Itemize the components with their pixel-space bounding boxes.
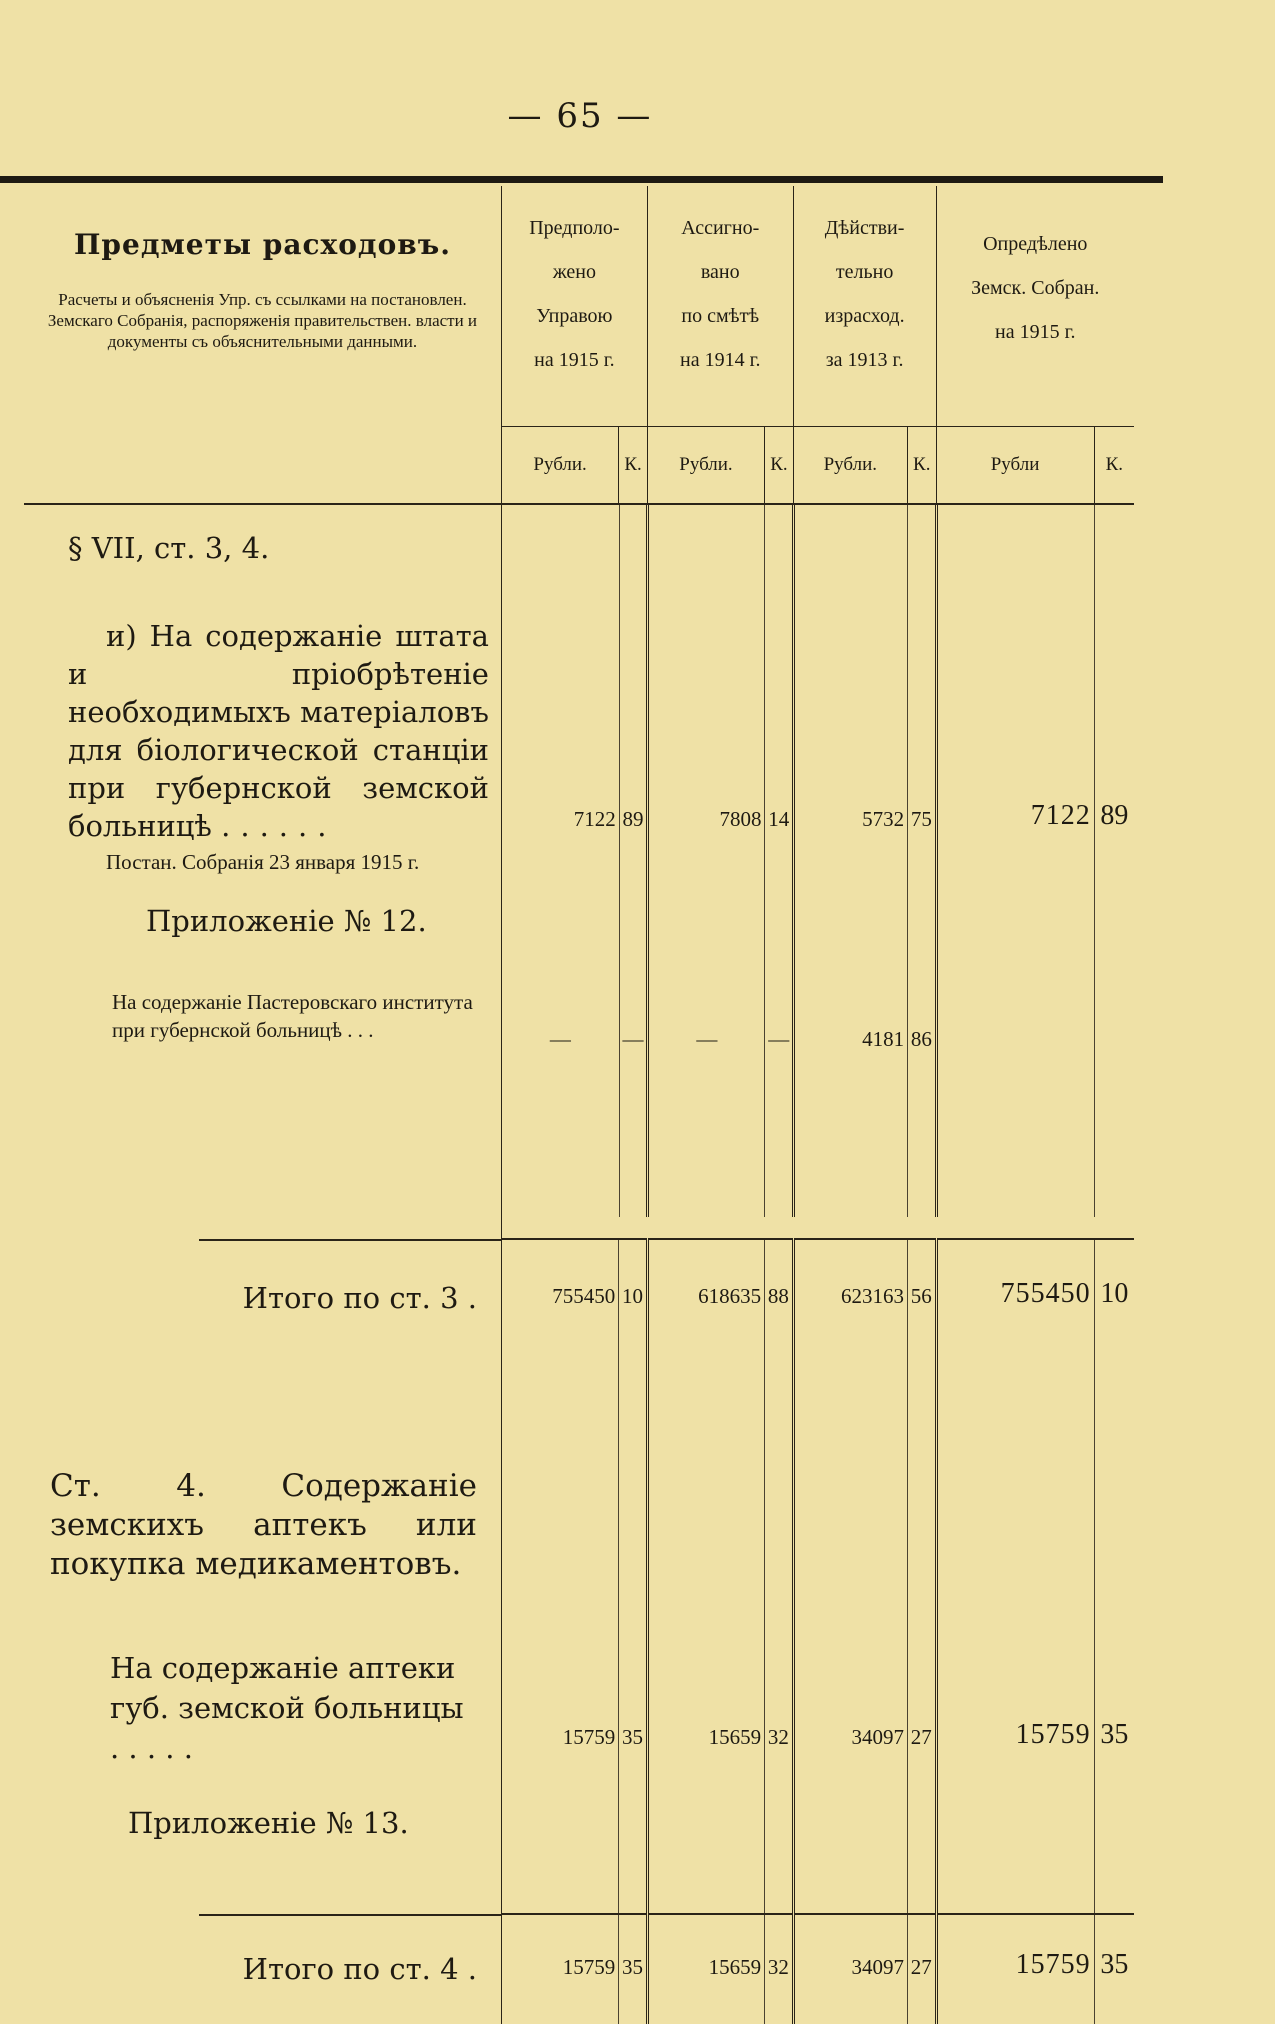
unit-rub-3: Рубли. — [793, 427, 907, 505]
item-i-spent-kop: 75 — [908, 800, 937, 832]
itog3-determined-rub: 755450 — [936, 1239, 1094, 1359]
itog4-assigned-rub: 15659 — [647, 1914, 764, 2024]
unit-kop-4: К. — [1094, 427, 1134, 505]
itog3-spent-kop: 56 — [907, 1239, 936, 1359]
itog4-proposed-kop: 35 — [619, 1914, 648, 2024]
item-i-proposed-rub: 7122 — [573, 807, 616, 831]
itog4-determined-kop: 35 — [1094, 1914, 1134, 2024]
item-i-text: и) На содержаніе штата и пріобрѣтеніе необходимыхъ матеріаловъ для біологической станціи при губернской земской больницѣ — [68, 619, 489, 843]
itog4-spent-rub: 34097 — [793, 1914, 907, 2024]
apteka-determined-kop: 35 — [1094, 1359, 1134, 1914]
itog3-assigned-rub: 618635 — [647, 1239, 764, 1359]
st4-description — [24, 1359, 501, 1914]
apteka-proposed-kop: 35 — [619, 1359, 648, 1914]
header-col-assigned: Ассигно- вано по смѣтѣ на 1914 г. — [647, 186, 793, 427]
itog4-label: Итого по ст. 4 . — [242, 1952, 477, 1986]
itog4-determined-rub: 15759 — [936, 1914, 1094, 2024]
top-rule — [0, 176, 1163, 183]
unit-rub-2: Рубли. — [647, 427, 764, 505]
st4-appendix: Приложеніе № 13. — [128, 1806, 409, 1840]
item-i-values — [501, 504, 1134, 1239]
pasteur-spent-kop: 86 — [908, 1022, 937, 1052]
itog3-label: Итого по ст. 3 . — [242, 1281, 477, 1315]
itog3-determined-kop: 10 — [1094, 1239, 1134, 1359]
pasteur-determined-kop — [1094, 1022, 1134, 1052]
item-i-assigned-kop: 14 — [765, 800, 794, 832]
budget-table — [24, 186, 1134, 2024]
pasteur-assigned-kop: — — [765, 1022, 794, 1052]
header-title: Предметы расходовъ. — [73, 228, 451, 261]
item-i-appendix: Приложеніе № 12. — [146, 904, 427, 938]
itog3-label-cell — [24, 1239, 501, 1359]
apteka-proposed-rub: 15759 — [501, 1359, 618, 1914]
item-i-assigned-rub: 7808 — [648, 800, 765, 832]
header-subtitle: Расчеты и объясненія Упр. съ ссылками на постановлен. Земскаго Собранія, распоряженія правительствен. власти и документы съ объяснительными данными. — [47, 290, 478, 351]
unit-rub-1: Рубли. — [501, 427, 618, 505]
itog3-assigned-kop: 88 — [765, 1239, 794, 1359]
itog4-assigned-kop: 32 — [765, 1914, 794, 2024]
page-number: — 65 — — [507, 96, 653, 136]
item-i-spent-rub: 5732 — [793, 800, 907, 832]
itog4-label-cell — [24, 1914, 501, 2024]
itog3-proposed-kop: 10 — [619, 1239, 648, 1359]
header-col-determined: Опредѣлено Земск. Собран. на 1915 г. — [936, 186, 1134, 427]
pasteur-proposed-rub: — — [549, 1027, 571, 1051]
apteka-determined-rub: 15759 — [936, 1359, 1094, 1914]
unit-kop-1: К. — [619, 427, 648, 505]
item-i-proposed-kop: 89 — [619, 800, 648, 832]
unit-kop-2: К. — [765, 427, 794, 505]
apteka-assigned-kop: 32 — [765, 1359, 794, 1914]
pasteur-text: На содержаніе Пастеровскаго института при губернской больницѣ . . . — [112, 990, 473, 1042]
section-heading: § VII, ст. 3, 4. — [68, 531, 270, 565]
header-col-proposed: Предполо- жено Управою на 1915 г. — [501, 186, 647, 427]
itog3-spent-rub: 623163 — [793, 1239, 907, 1359]
unit-kop-3: К. — [907, 427, 936, 505]
item-i-dots: ...... — [221, 809, 337, 843]
itog4-spent-kop: 27 — [907, 1914, 936, 2024]
pasteur-assigned-rub: — — [648, 1022, 765, 1052]
apteka-spent-rub: 34097 — [793, 1359, 907, 1914]
pasteur-proposed-kop: — — [619, 1022, 648, 1052]
item-i-description — [24, 504, 501, 1239]
st4-title: Ст. 4. Содержаніе земскихъ аптекъ или покупка медикаментовъ. — [50, 1468, 477, 1582]
item-i-determined-rub: 7122 — [936, 800, 1094, 832]
pasteur-spent-rub: 4181 — [793, 1022, 907, 1052]
apteka-assigned-rub: 15659 — [647, 1359, 764, 1914]
header-col-spent: Дѣйстви- тельно израсход. за 1913 г. — [793, 186, 936, 427]
apteka-text: На содержаніе аптеки губ. земской больницы . . . . . — [110, 1651, 464, 1765]
header-description-cell — [24, 186, 501, 504]
apteka-spent-kop: 27 — [907, 1359, 936, 1914]
item-i-determined-kop: 89 — [1094, 800, 1134, 832]
itog4-proposed-rub: 15759 — [501, 1914, 618, 2024]
pasteur-determined-rub — [936, 1022, 1094, 1052]
itog3-proposed-rub: 755450 — [501, 1239, 618, 1359]
item-i-resolution: Постан. Собранія 23 января 1915 г. — [106, 850, 420, 874]
unit-rub-4: Рубли — [936, 427, 1094, 505]
